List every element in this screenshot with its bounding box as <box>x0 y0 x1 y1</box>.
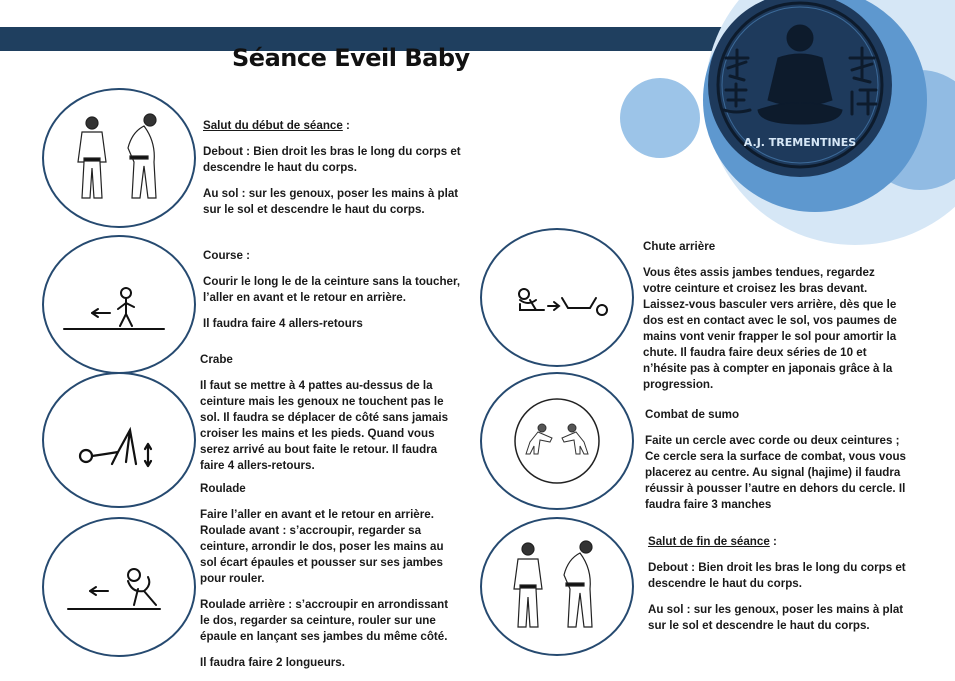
section-text: Faire l’aller en avant et le retour en arrière. Roulade avant : s’accroupir, regarder sa ceinture, arrondir le dos, poser les mains au sol écart épaules et pousser sur ses jambes pour rouler. <box>200 508 444 585</box>
section-heading: Course : <box>203 249 251 262</box>
section-text: Debout : Bien droit les bras le long du corps et descendre le haut du corps. <box>203 145 461 174</box>
section-chute-arriere <box>643 239 905 403</box>
section-heading: Chute arrière <box>643 240 716 253</box>
section-course <box>203 248 463 342</box>
section-salut-debut <box>203 118 463 228</box>
section-combat-sumo <box>645 407 907 523</box>
section-text: Vous êtes assis jambes tendues, regardez votre ceinture et croisez les bras devant. Laissez-vous basculer vers arrière, dès que le dos est en contact avec le sol, vos paumes de mains vont venir frapper le sol pour amortir la chute. Il faudra faire deux séries de 10 et n’hésite pas à compter en japonais grâce à la progression. <box>643 266 897 391</box>
section-text: Au sol : sur les genoux, poser les mains à plat sur le sol et descendre le haut du corps. <box>648 603 904 632</box>
course-illustration <box>42 235 196 374</box>
section-text: Il faut se mettre à 4 pattes au-dessus de la ceinture mais les genoux ne touchent pas le sol. Il faudra se déplacer de côté sans jamais croiser les mains et les pieds. Quand vous serez arrivé au bout faite le retour. Il faudra faire 4 allers-retours. <box>200 379 449 472</box>
section-heading: Salut de fin de séance : <box>648 535 777 548</box>
section-crabe <box>200 352 460 484</box>
section-heading: Combat de sumo <box>645 408 740 421</box>
roulade-illustration <box>42 517 196 657</box>
section-heading: Roulade <box>200 482 246 495</box>
club-logo <box>600 0 955 245</box>
salut-fin-illustration <box>480 517 634 656</box>
salut-debut-illustration <box>42 88 196 228</box>
page-title: Séance Eveil Baby <box>232 44 470 72</box>
section-text: Debout : Bien droit les bras le long du corps et descendre le haut du corps. <box>648 561 906 590</box>
crabe-illustration <box>42 372 196 508</box>
section-text: Roulade arrière : s’accroupir en arrondissant le dos, regarder sa ceinture, rouler sur une épaule en lançant ses jambes du même côté. <box>200 598 449 643</box>
section-heading: Salut du début de séance : <box>203 119 350 132</box>
section-roulade <box>200 481 460 681</box>
section-text: Faite un cercle avec corde ou deux ceintures ; Ce cercle sera la surface de combat, vous vous placerez au centre. Au signal (hajime) il faudra réussir à pousser l’autre en dehors du cercle. Il faudra faire 3 manches <box>645 434 906 511</box>
combat-sumo-illustration <box>480 372 634 510</box>
section-text: Il faudra faire 2 longueurs. <box>200 656 345 669</box>
chute-arriere-illustration <box>480 228 634 367</box>
logo-text: A.J. TREMENTINES <box>743 136 857 149</box>
section-salut-fin <box>648 534 910 644</box>
section-text: Au sol : sur les genoux, poser les mains à plat sur le sol et descendre le haut du corps. <box>203 187 459 216</box>
section-heading: Crabe <box>200 353 233 366</box>
section-text: Courir le long le de la ceinture sans la toucher, l’aller en avant et le retour en arrière. <box>203 275 461 304</box>
section-text: Il faudra faire 4 allers-retours <box>203 317 363 330</box>
